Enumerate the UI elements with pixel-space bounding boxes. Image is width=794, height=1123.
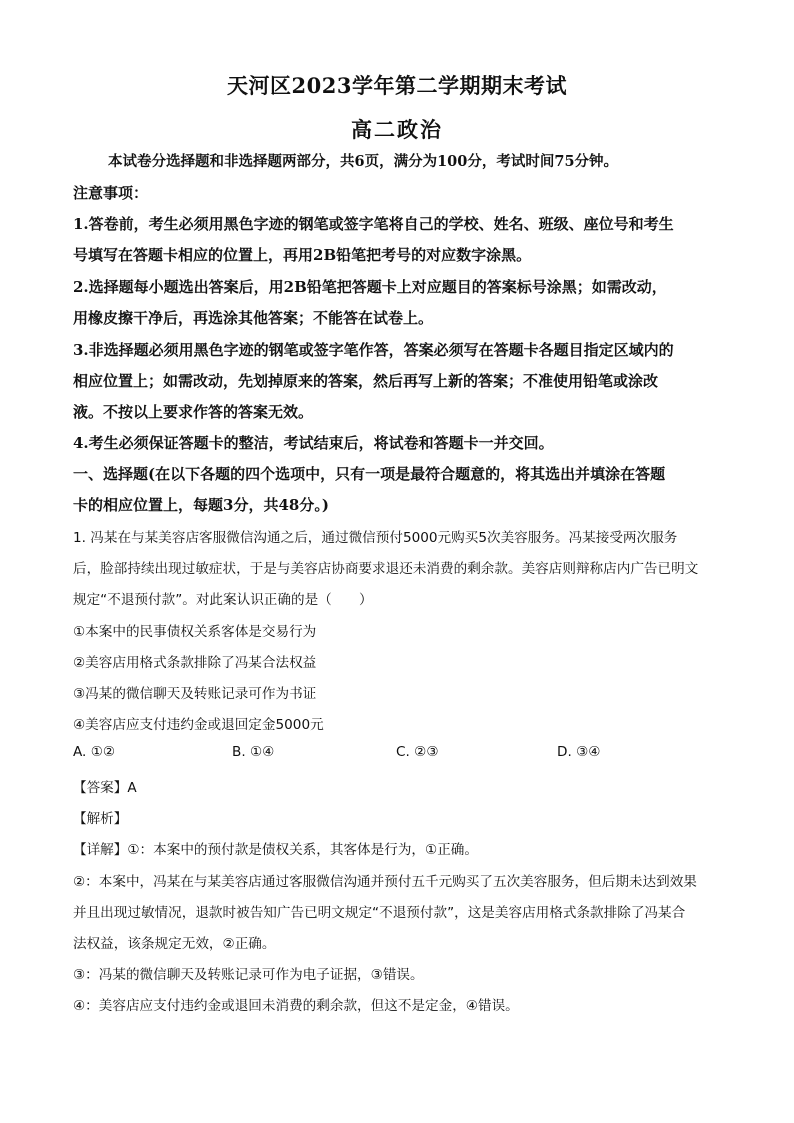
- section-heading: 一、选择题(在以下各题的四个选项中，只有一项是最符合题意的，将其选出并填涂在答题: [73, 465, 666, 483]
- exam-intro: 本试卷分选择题和非选择题两部分，共6页，满分为100分，考试时间75分钟。: [108, 153, 619, 170]
- analysis-label: 【解析】: [73, 811, 128, 827]
- analysis-line: ③：冯某的微信聊天及转账记录可作为电子证据，③错误。: [73, 967, 424, 983]
- analysis-line: ④：美容店应支付违约金或退回未消费的剩余款，但这不是定金，④错误。: [73, 998, 519, 1014]
- question-statement: ④美容店应支付违约金或退回定金5000元: [73, 717, 324, 733]
- notice-line: 3.非选择题必须用黑色字迹的钢笔或签字笔作答，答案必须写在答题卡各题目指定区域内的: [73, 341, 674, 359]
- notice-line: 2.选择题每小题选出答案后，用2B铅笔把答题卡上对应题目的答案标号涂黑；如需改动，: [73, 278, 667, 296]
- question-stem: 规定“不退预付款”。对此案认识正确的是（ ）: [73, 592, 373, 608]
- option-a: A. ①②: [73, 744, 116, 760]
- analysis-line: ②：本案中，冯某在与某美容店通过客服微信沟通并预付五千元购买了五次美容服务，但后期未达到效果: [73, 874, 697, 890]
- notice-line: 4.考生必须保证答题卡的整洁，考试结束后，将试卷和答题卡一并交回。: [73, 434, 554, 452]
- answer-label: 【答案】A: [73, 780, 137, 796]
- notice-heading: 注意事项：: [73, 184, 149, 202]
- analysis-line: 法权益，该条规定无效，②正确。: [73, 936, 276, 952]
- question-stem: 后，脸部持续出现过敏症状，于是与美容店协商要求退还未消费的剩余款。美容店则辩称店内广告已明文: [73, 561, 699, 577]
- notice-line: 用橡皮擦干净后，再选涂其他答案；不能答在试卷上。: [73, 309, 434, 327]
- analysis-line: 【详解】①：本案中的预付款是债权关系，其客体是行为，①正确。: [73, 842, 478, 858]
- notice-line: 液。不按以上要求作答的答案无效。: [73, 403, 314, 421]
- notice-line: 号填写在答题卡相应的位置上，再用2B铅笔把考号的对应数字涂黑。: [73, 246, 532, 264]
- notice-line: 相应位置上；如需改动，先划掉原来的答案，然后再写上新的答案；不准使用铅笔或涂改: [73, 372, 659, 390]
- notice-line: 1.答卷前，考生必须用黑色字迹的钢笔或签字笔将自己的学校、姓名、班级、座位号和考生: [73, 215, 674, 233]
- exam-title: 天河区2023学年第二学期期末考试: [227, 73, 567, 98]
- option-d: D. ③④: [557, 744, 601, 760]
- question-statement: ①本案中的民事债权关系客体是交易行为: [73, 624, 317, 640]
- exam-subject: 高二政治: [351, 117, 443, 142]
- analysis-line: 并且出现过敏情况，退款时被告知广告已明文规定“不退预付款”，这是美容店用格式条款排除了冯某合: [73, 905, 686, 921]
- section-heading-cont: 卡的相应位置上，每题3分，共48分。): [73, 496, 329, 514]
- question-statement: ②美容店用格式条款排除了冯某合法权益: [73, 655, 317, 671]
- option-c: C. ②③: [396, 744, 439, 760]
- question-stem: 1. 冯某在与某美容店客服微信沟通之后，通过微信预付5000元购买5次美容服务。冯某接受两次服务: [73, 530, 678, 546]
- option-b: B. ①④: [232, 744, 275, 760]
- question-statement: ③冯某的微信聊天及转账记录可作为书证: [73, 686, 317, 702]
